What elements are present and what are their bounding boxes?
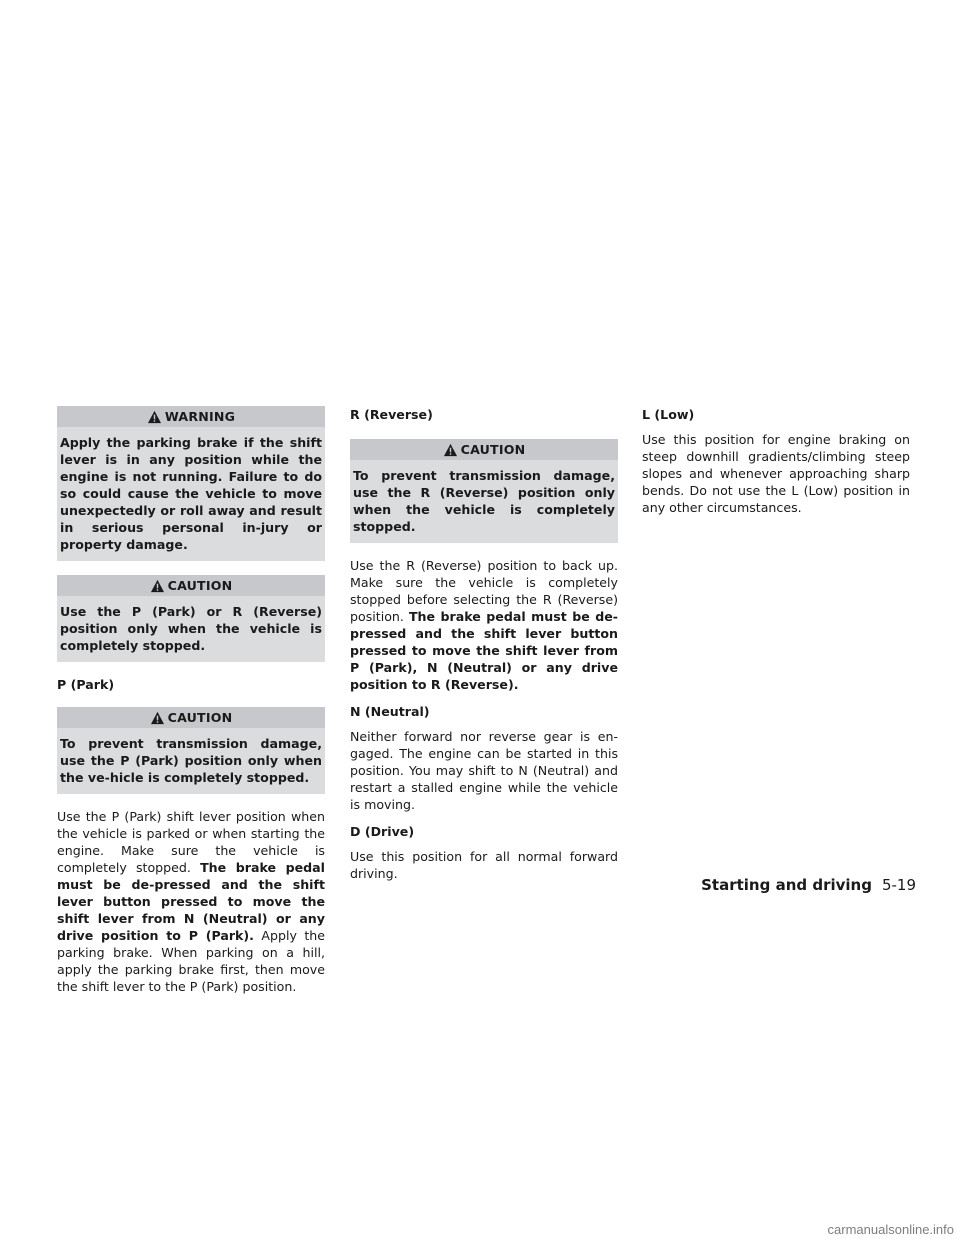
warning-box xyxy=(57,406,325,561)
caution-label-3: CAUTION xyxy=(460,442,526,457)
caution-box-3 xyxy=(350,439,618,543)
warning-triangle-icon xyxy=(147,410,162,424)
reverse-bold-text: The brake pedal must be de-pressed and the shift lever button pressed to move the shift lever from P (Park), N (Neutral) or any drive position to R (Reverse). xyxy=(350,609,618,692)
caution-box-2 xyxy=(57,707,325,794)
heading-low: L (Low) xyxy=(642,407,695,422)
reverse-text: Use the R (Reverse) position to back up. Make sure the vehicle is completely stopped before selecting the R (Reverse) position. xyxy=(350,558,618,624)
caution-text-1: Use the P (Park) or R (Reverse) position only when the vehicle is completely stopped. xyxy=(60,604,322,653)
caution-header-3 xyxy=(350,439,618,460)
heading-reverse: R (Reverse) xyxy=(350,407,433,422)
paragraph-drive: Use this position for all normal forward driving. xyxy=(350,849,618,881)
caution-header-2 xyxy=(57,707,325,728)
heading-drive: D (Drive) xyxy=(350,824,415,839)
caution-box-1 xyxy=(57,575,325,662)
warning-label: WARNING xyxy=(164,409,236,424)
paragraph-neutral: Neither forward nor reverse gear is en-gaged. The engine can be started in this position. You may shift to N (Neutral) and restart a stalled engine while the vehicle is moving. xyxy=(350,729,618,812)
park-bold-text: The brake pedal must be de-pressed and the shift lever button pressed to move the shift lever from N (Neutral) or any drive position to P (Park). xyxy=(57,860,326,943)
park-text-end: Apply the parking brake. When parking on a hill, apply the parking brake first, then move the shift lever to the P (Park) position. xyxy=(57,928,325,994)
park-text: Use the P (Park) shift lever position when the vehicle is parked or when starting the engine. Make sure the vehicle is completely stopped. xyxy=(57,809,325,875)
caution-label-2: CAUTION xyxy=(167,710,233,725)
warning-triangle-icon xyxy=(443,443,458,457)
heading-park: P (Park) xyxy=(57,677,115,692)
watermark[interactable]: carmanualsonline.info xyxy=(827,1222,954,1237)
paragraph-reverse xyxy=(350,557,618,693)
column-1 xyxy=(57,406,325,1005)
warning-triangle-icon xyxy=(150,711,165,725)
page-number: 5-19 xyxy=(881,876,916,894)
caution-header-1 xyxy=(57,575,325,596)
caution-text-3: To prevent transmission damage, use the R (Reverse) position only when the vehicle is completely stopped. xyxy=(353,468,615,534)
warning-text: Apply the parking brake if the shift lever is in any position while the engine is not running. Failure to do so could cause the vehicle to move unexpectedly or roll away and result in serious personal in-jury or property damage. xyxy=(60,435,322,552)
section-title: Starting and driving xyxy=(701,876,872,894)
paragraph-park xyxy=(57,808,325,995)
page-footer xyxy=(701,876,916,894)
warning-header xyxy=(57,406,325,427)
caution-text-2: To prevent transmission damage, use the P (Park) position only when the ve-hicle is completely stopped. xyxy=(60,736,322,785)
column-2 xyxy=(350,406,618,892)
caution-label-1: CAUTION xyxy=(167,578,233,593)
heading-neutral: N (Neutral) xyxy=(350,704,430,719)
column-3 xyxy=(642,406,910,526)
paragraph-low: Use this position for engine braking on steep downhill gradients/climbing steep slopes and whenever approaching sharp bends. Do not use the L (Low) position in any other circumstances. xyxy=(642,432,910,515)
warning-triangle-icon xyxy=(150,579,165,593)
